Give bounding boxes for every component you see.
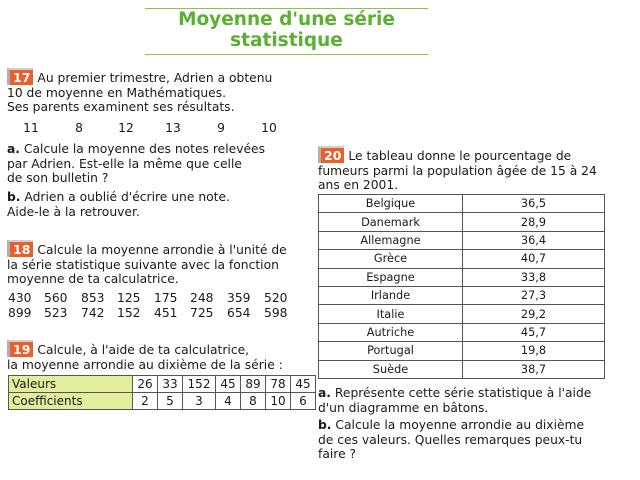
series-value: 430 — [8, 291, 32, 305]
ex18-line3: moyenne de ta calculatrice. — [7, 272, 179, 286]
ex20-line3: ans en 2001. — [318, 178, 399, 192]
row-header: Valeurs — [9, 376, 133, 393]
table-row — [319, 268, 605, 286]
ex17-question-b — [7, 190, 230, 219]
value-cell: 27,3 — [463, 286, 605, 304]
country-cell: Portugal — [319, 342, 463, 360]
table-row — [319, 231, 605, 249]
ex20-b-line2: de ces valeurs. Quelles remarques peux-tu — [318, 432, 583, 447]
page-title-line2: statistique — [230, 30, 343, 51]
series-value: 598 — [264, 305, 288, 320]
table-row — [319, 250, 605, 268]
exercise-18 — [7, 240, 287, 287]
series-value: 523 — [44, 305, 68, 320]
value-cell: 33,8 — [463, 268, 605, 286]
series-value: 853 — [81, 291, 105, 305]
ex18-line2: la série statistique suivante avec la fonction — [7, 257, 279, 272]
ex17-intro-line3: Ses parents examinent ses résultats. — [7, 100, 235, 114]
series-value: 742 — [81, 305, 105, 320]
exercise-number-badge: 17 — [7, 68, 33, 85]
table-cell: 4 — [216, 393, 241, 410]
series-value: 248 — [190, 291, 214, 305]
table-row — [319, 286, 605, 304]
ex17-a-line3: de son bulletin ? — [7, 171, 109, 185]
row-header: Coefficients — [9, 393, 133, 410]
question-label: b. — [7, 190, 21, 204]
country-cell: Irlande — [319, 286, 463, 304]
ex20-question-a — [318, 386, 591, 415]
value-cell: 36,4 — [463, 231, 605, 249]
value-cell: 19,8 — [463, 342, 605, 360]
country-cell: Belgique — [319, 195, 463, 213]
grade-value: 8 — [75, 121, 83, 135]
series-value: 520 — [264, 291, 288, 305]
grade-value: 13 — [165, 121, 181, 135]
ex19-line2: la moyenne arrondie au dixième de la série : — [7, 357, 283, 372]
series-value: 654 — [227, 305, 251, 320]
ex19-line1: Calcule, à l'aide de ta calculatrice, — [37, 343, 250, 357]
table-cell: 3 — [183, 393, 216, 410]
value-cell: 38,7 — [463, 360, 605, 378]
exercise-number-badge: 20 — [318, 146, 344, 163]
table-cell: 10 — [266, 393, 291, 410]
value-cell: 28,9 — [463, 213, 605, 231]
table-row — [9, 376, 316, 393]
ex19-table — [8, 375, 316, 410]
ex17-b-line1: Adrien a oublié d'écrire une note. — [24, 190, 230, 204]
table-cell: 78 — [266, 376, 291, 393]
value-cell: 45,7 — [463, 323, 605, 341]
series-value: 560 — [44, 291, 68, 305]
question-label: a. — [318, 386, 331, 400]
table-row — [319, 305, 605, 323]
exercise-19 — [7, 340, 283, 372]
page-title — [145, 9, 428, 51]
series-value: 125 — [117, 291, 141, 305]
ex20-question-b — [318, 418, 584, 462]
ex17-intro-line2: 10 de moyenne en Mathématiques. — [7, 85, 227, 100]
ex20-b-line3: faire ? — [318, 447, 357, 461]
table-cell: 8 — [241, 393, 266, 410]
table-row — [9, 393, 316, 410]
ex17-intro-line1: Au premier trimestre, Adrien a obtenu — [37, 71, 273, 85]
country-cell: Grèce — [319, 250, 463, 268]
series-value: 175 — [154, 291, 178, 305]
page-title-line1: Moyenne d'une série — [178, 9, 395, 30]
table-row — [319, 213, 605, 231]
ex17-a-line2: par Adrien. Est-elle la même que celle — [7, 156, 242, 171]
exercise-number-badge: 18 — [7, 240, 33, 257]
value-cell: 40,7 — [463, 250, 605, 268]
country-cell: Suède — [319, 360, 463, 378]
series-value: 725 — [190, 305, 214, 320]
ex20-line2: fumeurs parmi la population âgée de 15 à 24 — [318, 163, 597, 178]
table-row — [319, 195, 605, 213]
exercise-20 — [318, 146, 597, 193]
exercise-number-badge: 19 — [7, 340, 33, 357]
grade-value: 12 — [118, 121, 134, 135]
table-cell: 26 — [133, 376, 158, 393]
exercise-17 — [7, 68, 272, 115]
ex20-line1: Le tableau donne le pourcentage de — [348, 149, 572, 163]
ex20-b-line1: Calcule la moyenne arrondie au dixième — [335, 418, 585, 432]
ex20-table — [318, 194, 605, 379]
country-cell: Allemagne — [319, 231, 463, 249]
question-label: a. — [7, 142, 20, 156]
grade-value: 10 — [261, 121, 277, 135]
grade-value: 11 — [23, 121, 39, 135]
series-value: 899 — [8, 305, 32, 320]
table-cell: 45 — [291, 376, 316, 393]
title-bottom-rule — [145, 54, 428, 55]
series-value: 152 — [117, 305, 141, 320]
ex20-a-line1: Représente cette série statistique à l'aide — [334, 386, 592, 400]
table-row — [319, 342, 605, 360]
country-cell: Espagne — [319, 268, 463, 286]
table-cell: 2 — [133, 393, 158, 410]
table-cell: 6 — [291, 393, 316, 410]
ex17-a-line1: Calcule la moyenne des notes relevées — [23, 142, 266, 156]
ex17-question-a — [7, 142, 265, 186]
table-row — [319, 360, 605, 378]
ex18-line1: Calcule la moyenne arrondie à l'unité de — [37, 243, 287, 257]
table-cell: 33 — [158, 376, 183, 393]
ex17-b-line2: Aide-le à la retrouver. — [7, 204, 140, 219]
value-cell: 36,5 — [463, 195, 605, 213]
table-cell: 5 — [158, 393, 183, 410]
table-row — [319, 323, 605, 341]
country-cell: Italie — [319, 305, 463, 323]
series-value: 451 — [154, 305, 178, 320]
table-cell: 152 — [183, 376, 216, 393]
country-cell: Danemark — [319, 213, 463, 231]
ex20-a-line2: d'un diagramme en bâtons. — [318, 400, 489, 415]
series-value: 359 — [227, 291, 251, 305]
table-cell: 45 — [216, 376, 241, 393]
table-cell: 89 — [241, 376, 266, 393]
value-cell: 29,2 — [463, 305, 605, 323]
grade-value: 9 — [217, 121, 225, 135]
country-cell: Autriche — [319, 323, 463, 341]
question-label: b. — [318, 418, 332, 432]
